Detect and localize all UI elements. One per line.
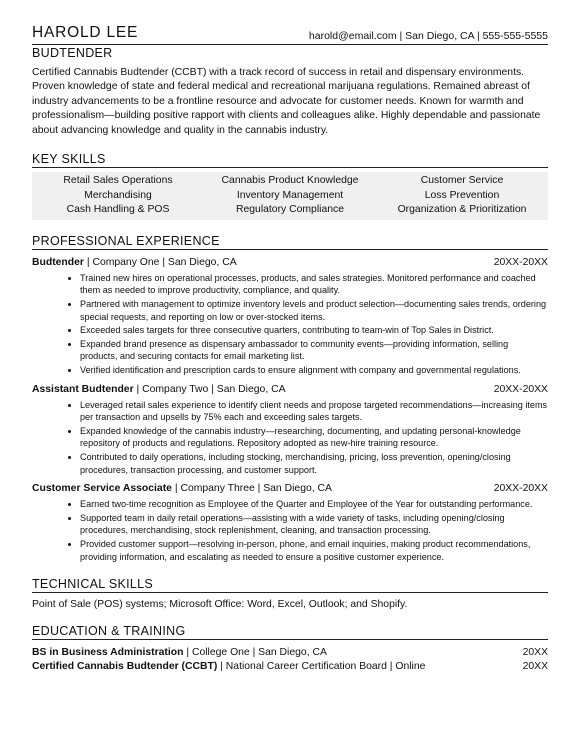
job-header — [32, 256, 548, 270]
key-skills-grid — [32, 172, 548, 220]
job-bullet: • Leveraged retail sales experience to identify client needs and propose targeted recommendations—increasing items per transaction and upsells by 75% each and exceeding sales targets. — [80, 399, 548, 424]
job-title: BUDTENDER — [32, 46, 113, 60]
job-role: Assistant Budtender — [32, 383, 134, 395]
job-dates: 20XX-20XX — [493, 483, 548, 495]
education-line — [32, 646, 327, 660]
job-bullet: • Exceeded sales targets for three consecutive quarters, contributing to team-win of Top Sales in District. — [80, 324, 548, 337]
job-bullets — [32, 272, 548, 377]
section-divider — [32, 592, 548, 593]
skill-item: Customer Service — [420, 175, 504, 187]
job-header — [32, 383, 548, 397]
job-bullets — [32, 498, 548, 563]
professional-summary: Certified Cannabis Budtender (CCBT) with a track record of success in retail and dispensary environments. Proven knowledge of state and federal medical and recreational marijuana regulations. Remained abreast of industry advancements to be a frontline resource and advocate for customer needs. Known for warmth and professionalism—building positive rapport with clients and colleagues alike. Highly dependable and passionate about advancing knowledge and quality in the cannabis industry. — [32, 67, 541, 136]
education-degree: BS in Business Administration — [32, 647, 184, 659]
education-detail: | College One | San Diego, CA — [183, 647, 327, 659]
job-entry — [32, 256, 548, 377]
job-role-line — [32, 256, 237, 270]
education-line — [32, 660, 425, 674]
technical-skills-text: Point of Sale (POS) systems; Microsoft Office: Word, Excel, Outlook; and Shopify. — [32, 599, 408, 611]
experience-heading: PROFESSIONAL EXPERIENCE — [32, 233, 220, 248]
job-bullet: • Earned two-time recognition as Employee of the Quarter and Employee of the Year for outstanding performance. — [80, 498, 548, 511]
job-dates: 20XX-20XX — [493, 383, 548, 395]
job-company: | Company One | San Diego, CA — [83, 256, 237, 268]
skill-item: Retail Sales Operations — [63, 175, 173, 187]
section-divider — [32, 639, 548, 640]
skill-item: Inventory Management — [236, 189, 344, 201]
skill-item: Cannabis Product Knowledge — [221, 175, 359, 187]
job-bullet: • Trained new hires on operational processes, products, and sales strategies. Monitored performance and coached them as needed to improve productivity, compliance, and quality. — [80, 272, 548, 297]
education-year: 20XX — [522, 661, 548, 673]
resume-header — [32, 0, 548, 42]
job-company: | Company Two | San Diego, CA — [133, 383, 286, 395]
education-year: 20XX — [522, 647, 548, 659]
header-divider — [32, 44, 548, 45]
applicant-name: HAROLD LEE — [32, 24, 139, 41]
education-detail: | National Career Certification Board | Online — [217, 661, 426, 673]
job-dates: 20XX-20XX — [493, 256, 548, 268]
skill-item: Organization & Prioritization — [397, 204, 527, 216]
skill-item: Loss Prevention — [424, 189, 500, 201]
job-entry — [32, 383, 548, 477]
job-bullet: • Partnered with management to optimize inventory levels and product selection—documenting sales trends, ordering special requests, and reporting on low or over-stocked items. — [80, 298, 548, 323]
skill-item: Regulatory Compliance — [235, 204, 344, 216]
job-bullet: • Verified identification and prescription cards to ensure alignment with company and governmental regulations. — [80, 364, 548, 377]
job-role: Customer Service Associate — [32, 483, 172, 495]
education-heading: EDUCATION & TRAINING — [32, 624, 186, 639]
job-header — [32, 482, 548, 496]
job-role-line — [32, 383, 286, 397]
skill-item: Cash Handling & POS — [66, 204, 170, 216]
technical-skills-heading: TECHNICAL SKILLS — [32, 577, 154, 592]
job-bullet: • Expanded knowledge of the cannabis industry—researching, documenting, and updating personal-knowledge repository of products and regulations. Repository adopted as new-hire training resource. — [80, 425, 548, 450]
education-degree: Certified Cannabis Budtender (CCBT) — [32, 661, 218, 673]
job-role-line — [32, 482, 332, 496]
key-skills-heading: KEY SKILLS — [32, 152, 106, 167]
job-company: | Company Three | San Diego, CA — [171, 483, 332, 495]
education-item — [32, 660, 548, 674]
job-bullet: • Contributed to daily operations, including stocking, merchandising, pricing, loss prevention, opening/closing procedures, transaction processing, and customer support. — [80, 451, 548, 476]
skill-item: Merchandising — [84, 189, 152, 201]
job-bullet: • Expanded brand presence as dispensary ambassador to community events—providing information, selling products, and securing contacts for email marketing list. — [80, 338, 548, 363]
job-entry — [32, 482, 548, 563]
education-item — [32, 646, 548, 660]
job-bullet: • Supported team in daily retail operations—assisting with a wide variety of tasks, including opening/closing procedures, merchandising, stock replenishment, cleaning, and transaction processing. — [80, 512, 548, 537]
contact-info: harold@email.com | San Diego, CA | 555-555-5555 — [308, 30, 548, 42]
section-divider — [32, 249, 548, 250]
section-divider — [32, 167, 548, 168]
job-bullets — [32, 399, 548, 477]
job-bullet: • Provided customer support—resolving in-person, phone, and email inquiries, making product recommendations, providing information, and escalating as needed to ensure a positive customer experience. — [80, 538, 548, 563]
job-role: Budtender — [32, 256, 84, 268]
